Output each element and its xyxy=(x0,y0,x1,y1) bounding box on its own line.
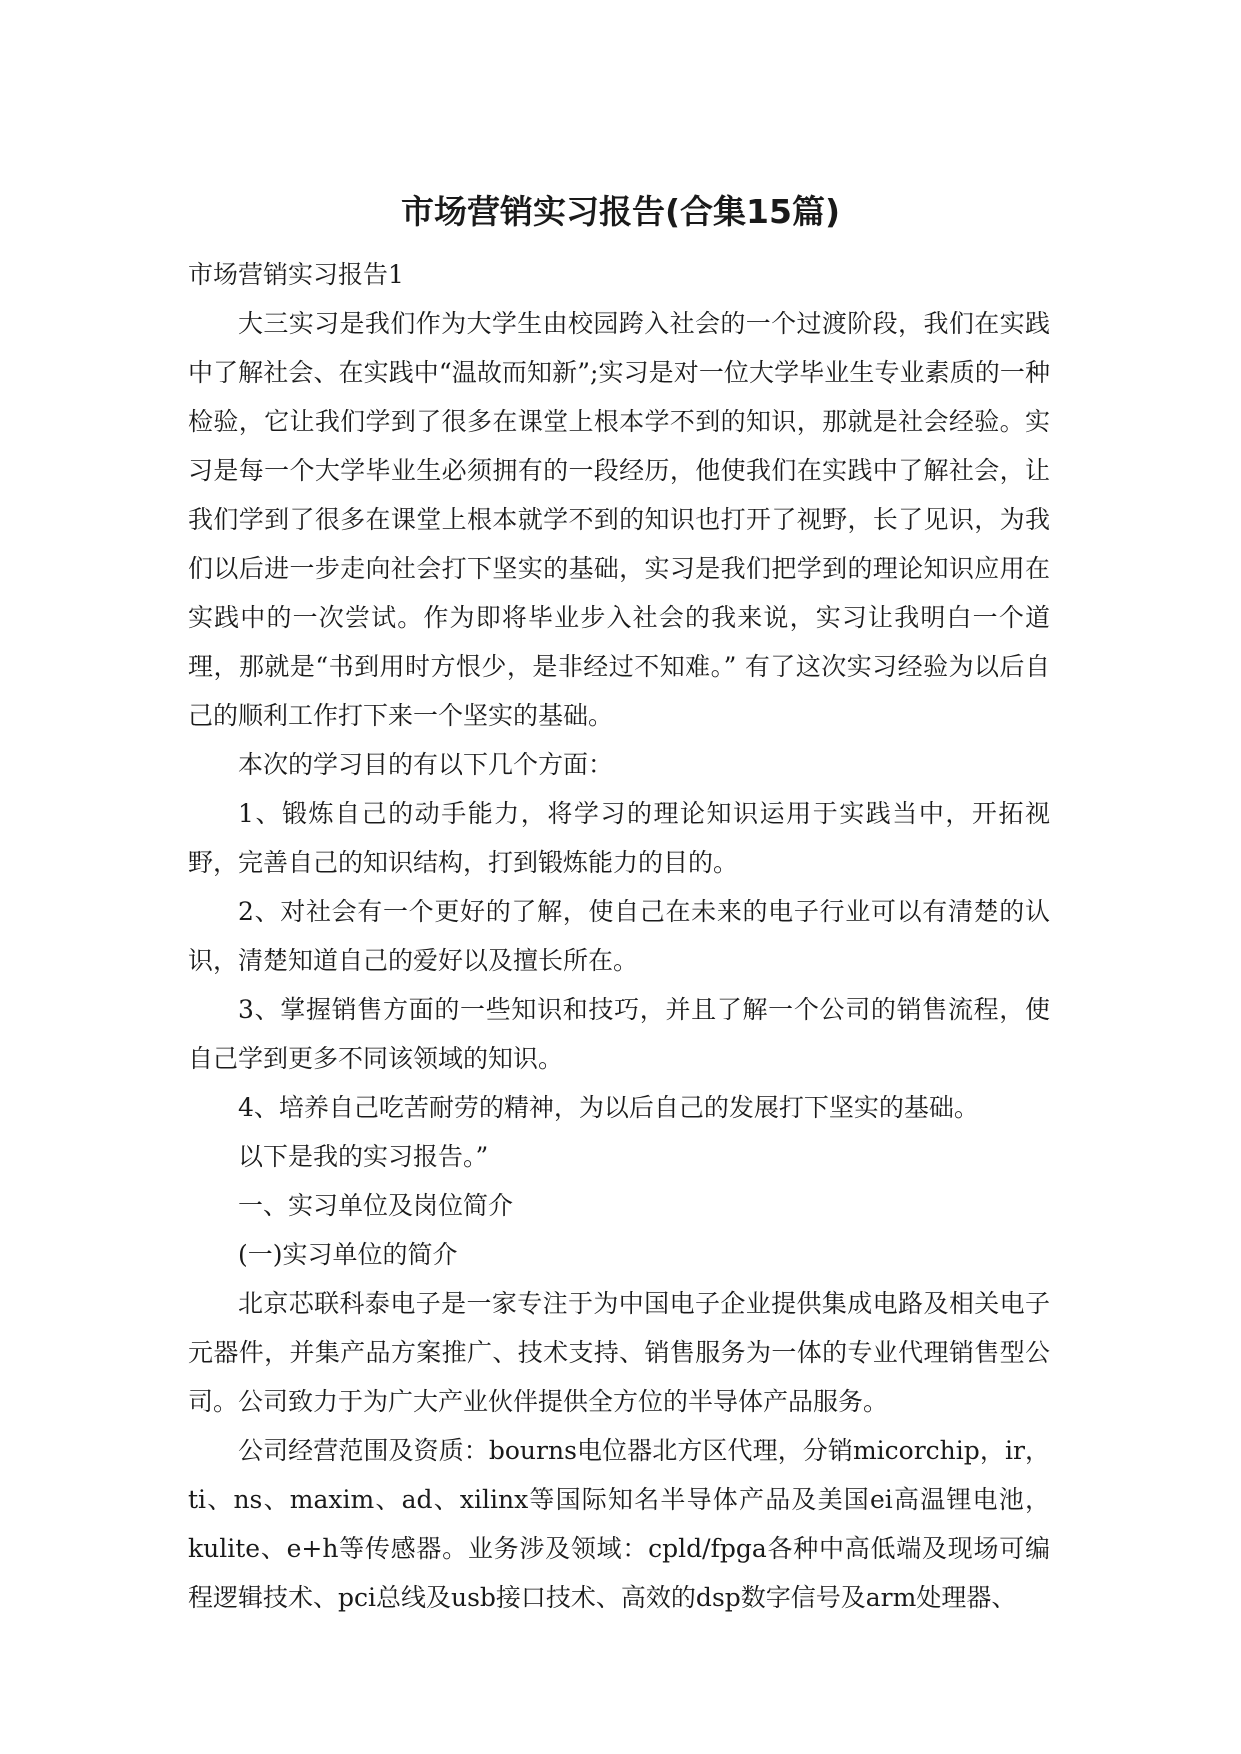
list-item: 4、培养自己吃苦耐劳的精神，为以后自己的发展打下坚实的基础。 xyxy=(238,1093,979,1122)
list-item: 3、掌握销售方面的一些知识和技巧，并且了解一个公司的销售流程，使自己学到更多不同该领域的知识。 xyxy=(188,995,1050,1073)
paragraph: 本次的学习目的有以下几个方面： xyxy=(238,750,614,779)
section-heading: 市场营销实习报告1 xyxy=(188,260,404,289)
list-item: 1、锻炼自己的动手能力，将学习的理论知识运用于实践当中，开拓视野，完善自己的知识结构，打到锻炼能力的目的。 xyxy=(188,799,1050,877)
paragraph: 北京芯联科泰电子是一家专注于为中国电子企业提供集成电路及相关电子元器件，并集产品方案推广、技术支持、销售服务为一体的专业代理销售型公司。公司致力于为广大产业伙伴提供全方位的半导体产品服务。 xyxy=(188,1289,1050,1416)
document-body xyxy=(188,250,1050,1622)
paragraph: 公司经营范围及资质：bourns电位器北方区代理，分销micorchip，ir，ti、ns、maxim、ad、xilinx等国际知名半导体产品及美国ei高温锂电池，kulite、e+h等传感器。业务涉及领域：cpld/fpga各种中高低端及现场可编程逻辑技术、pci总线及usb接口技术、高效的dsp数字信号及arm处理器、 xyxy=(188,1436,1050,1612)
paragraph: 以下是我的实习报告。” xyxy=(238,1142,489,1171)
document-title: 市场营销实习报告(合集15篇) xyxy=(400,192,841,231)
list-item: 2、对社会有一个更好的了解，使自己在未来的电子行业可以有清楚的认识，清楚知道自己的爱好以及擅长所在。 xyxy=(188,897,1050,975)
subsection-heading: (一)实习单位的简介 xyxy=(238,1240,458,1269)
section-heading: 一、实习单位及岗位简介 xyxy=(238,1191,514,1220)
paragraph: 大三实习是我们作为大学生由校园跨入社会的一个过渡阶段，我们在实践中了解社会、在实践中“温故而知新”;实习是对一位大学毕业生专业素质的一种检验，它让我们学到了很多在课堂上根本学不到的知识，那就是社会经验。实习是每一个大学毕业生必须拥有的一段经历，他使我们在实践中了解社会，让我们学到了很多在课堂上根本就学不到的知识也打开了视野，长了见识，为我们以后进一步走向社会打下坚实的基础，实习是我们把学到的理论知识应用在实践中的一次尝试。作为即将毕业步入社会的我来说，实习让我明白一个道理，那就是“书到用时方恨少，是非经过不知难。” 有了这次实习经验为以后自己的顺利工作打下来一个坚实的基础。 xyxy=(188,309,1050,730)
